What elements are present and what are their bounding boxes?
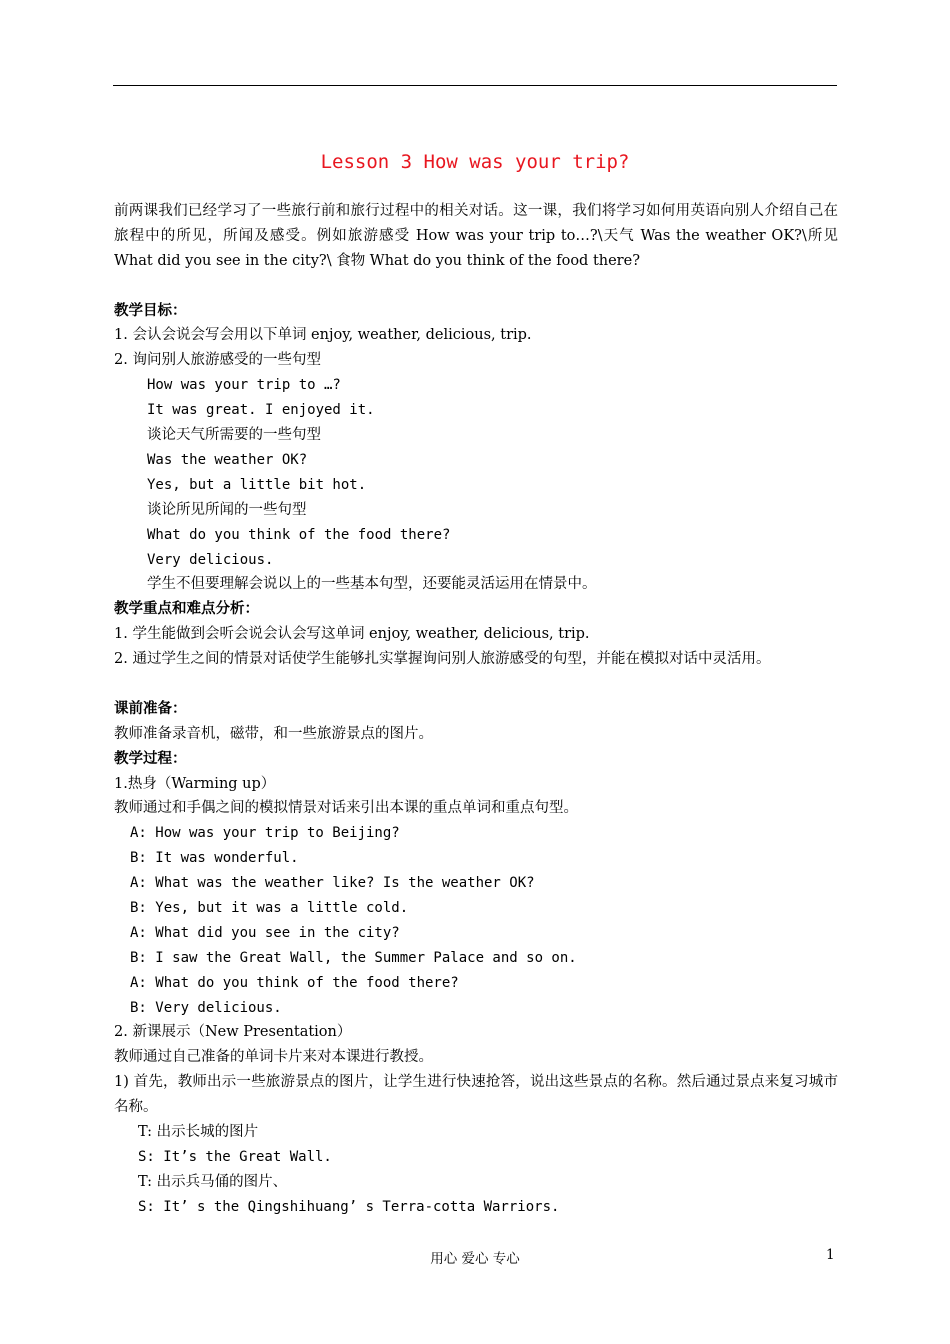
- dialog-line: A: What was the weather like? Is the weather OK?: [130, 875, 535, 892]
- objective-line: How was your trip to …?: [147, 377, 341, 394]
- step-2-desc: 教师通过自己准备的单词卡片来对本课进行教授。: [114, 1049, 433, 1066]
- lesson-title: Lesson 3 How was your trip?: [320, 151, 630, 173]
- dialog-line: B: Yes, but it was a little cold.: [130, 899, 409, 916]
- dialog-line: A: What did you see in the city?: [130, 924, 400, 941]
- keypoint-1: 1. 学生能做到会听会说会认会写这单词 enjoy, weather, delicious, trip.: [114, 626, 590, 643]
- prep-text: 教师准备录音机，磁带，和一些旅游景点的图片。: [114, 725, 433, 742]
- intro-paragraph: 前两课我们已经学习了一些旅行前和旅行过程中的相关对话。这一课，我们将学习如何用英语向别人介绍自己在旅程中的所见，所闻及感受。例如旅游感受 How was your trip to…?\天气 Was the weather OK?\所见 What did you see in the city?\ 食物 What do you think of the food there?: [114, 203, 838, 269]
- step-1-desc: 教师通过和手偶之间的模拟情景对话来引出本课的重点单词和重点句型。: [114, 800, 578, 817]
- objective-line: Yes, but a little bit hot.: [147, 476, 367, 493]
- objective-line: 学生不但要理解会说以上的一些基本句型，还要能灵活运用在情景中。: [147, 576, 597, 593]
- dialog-line: A: How was your trip to Beijing?: [130, 825, 400, 842]
- objective-2: 2. 询问别人旅游感受的一些句型: [114, 352, 321, 369]
- step-2-title: 2. 新课展示（New Presentation）: [114, 1024, 352, 1041]
- footer-motto: 用心 爱心 专心: [430, 1251, 520, 1267]
- keypoints-heading: 教学重点和难点分析：: [114, 601, 259, 618]
- dialog-line: B: Very delicious.: [130, 999, 282, 1016]
- dialog-line: B: I saw the Great Wall, the Summer Palace and so on.: [130, 949, 577, 966]
- dialog-line: A: What do you think of the food there?: [130, 974, 459, 991]
- header-rule: [113, 85, 837, 86]
- objective-line: What do you think of the food there?: [147, 526, 451, 543]
- objective-line: 谈论所见所闻的一些句型: [147, 501, 307, 518]
- keypoint-2: 2. 通过学生之间的情景对话使学生能够扎实掌握询问别人旅游感受的句型，并能在模拟对话中灵活用。: [114, 651, 771, 668]
- objective-line: 谈论天气所需要的一些句型: [147, 427, 321, 444]
- page-number: 1: [826, 1247, 835, 1263]
- step-1-title: 1.热身（Warming up）: [114, 775, 276, 792]
- dialog-line: T: 出示长城的图片: [138, 1124, 259, 1141]
- dialog-line: T: 出示兵马俑的图片、: [138, 1173, 288, 1190]
- dialog-line: S: It’s the Great Wall.: [138, 1148, 332, 1165]
- objective-1: 1. 会认会说会写会用以下单词 enjoy, weather, delicious, trip.: [114, 327, 532, 344]
- dialog-line: B: It was wonderful.: [130, 850, 299, 867]
- step-2-substep-1: 1) 首先，教师出示一些旅游景点的图片，让学生进行快速抢答，说出这些景点的名称。然后通过景点来复习城市名称。: [114, 1074, 838, 1116]
- dialog-line: S: It’ s the Qingshihuang’ s Terra-cotta Warriors.: [138, 1198, 560, 1215]
- prep-heading: 课前准备：: [114, 700, 187, 717]
- objective-line: Very delicious.: [147, 551, 274, 568]
- objective-line: Was the weather OK?: [147, 451, 308, 468]
- objective-line: It was great. I enjoyed it.: [147, 402, 375, 419]
- process-heading: 教学过程：: [114, 750, 187, 767]
- objectives-heading: 教学目标：: [114, 302, 187, 319]
- document-body: [114, 199, 838, 1220]
